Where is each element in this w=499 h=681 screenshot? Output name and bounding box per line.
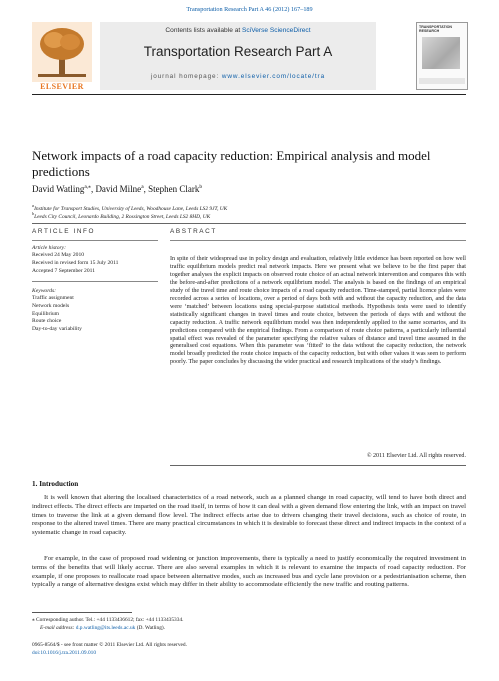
email-link[interactable]: d.p.watling@its.leeds.ac.uk [75, 625, 136, 631]
issn-line: 0965-8564/$ - see front matter © 2011 Elsevier Ltd. All rights reserved. [32, 642, 187, 648]
author-affil-marker[interactable]: a,⁎ [84, 184, 91, 190]
article-title: Network impacts of a road capacity reduction: Empirical analysis and model predictions [32, 148, 431, 179]
email-suffix: (D. Watling). [135, 625, 166, 631]
history-entry: Accepted 7 September 2011 [32, 267, 96, 274]
affiliation-marker: a [32, 203, 35, 208]
abstract-bottom-rule [170, 465, 466, 466]
contents-line [100, 27, 376, 34]
history-entry: Received in revised form 15 July 2011 [32, 259, 119, 266]
abstract-rule [170, 240, 466, 241]
cover-footer-band [419, 78, 465, 84]
keyword: Day-to-day variability [32, 326, 82, 333]
affiliation [32, 211, 210, 220]
running-header: Transportation Research Part A 46 (2012) 167–189 [186, 6, 313, 13]
copyright-notice: © 2011 Elsevier Ltd. All rights reserved. [366, 453, 466, 459]
article-history-label: Article history: [32, 245, 67, 251]
footnote-rule [32, 612, 132, 613]
header-rule [32, 94, 466, 95]
author-affil-marker[interactable]: b [199, 184, 203, 190]
body-paragraph: For example, in the case of proposed road widening or junction improvements, there is typically a need to justify economically the required investment in terms of the benefits that will likely accrue. There are also several examples in which it is relevant to examine the impacts of road capacity reduction. For example, if one proposes to reallocate road space between alternative modes, such as increased bus and cycle lane provision or a pedestrianisation scheme, then typically a range of alternative designs exist which may differ in their ability to accommodate efficiently the new traffic and routing patterns. [32, 555, 466, 589]
affiliation-text: Leeds City Council, Leonardo Building, 2 Rossington Street, Leeds LS2 8HD, UK [34, 213, 211, 220]
section-rule [32, 223, 466, 224]
keyword: Traffic assignment [32, 295, 74, 301]
journal-name: Transportation Research Part A [143, 44, 333, 59]
author-name: David Milne [95, 184, 142, 194]
body-paragraph: It is well known that altering the localised characteristics of a road network, such as a planned change in road capacity, will tend to have both direct and indirect effects. The direct effects are imparted on the road itself, in terms of how it can deal with a given demand flow entering the link, with an impact on travel times to traverse the link at a given demand flow level. The indirect effects arise due to drivers changing their travel decisions, such as choice of route, in response to the altered travel times. There are many practical circumstances in which it is desirable to forecast these direct and indirect impacts in the context of a systematic change in road capacity. [32, 494, 466, 536]
cover-title: TRANSPORTATION RESEARCH [419, 25, 453, 34]
keyword: Equilibrium [32, 310, 60, 317]
author-affil-marker[interactable]: a [141, 184, 144, 190]
keywords-list [32, 295, 158, 334]
history-entry: Received 24 May 2010 [32, 252, 85, 258]
publisher-name: ELSEVIER [40, 82, 84, 91]
elsevier-tree-logo [32, 22, 92, 90]
contents-prefix: Contents lists available at [165, 27, 243, 34]
sciencedirect-link[interactable]: SciVerse ScienceDirect [242, 27, 311, 34]
article-info-heading: ARTICLE INFO [32, 228, 96, 235]
doi-link[interactable]: doi:10.1016/j.tra.2011.09.010 [32, 650, 97, 656]
abstract-text: In spite of their widespread use in policy design and evaluation, relatively little evidence has been reported on how well traffic equilibrium models predict real network impacts. Here we present what we believe to be the first paper that together analyses the explicit impacts on observed route choice of an actual network intervention and compares this with the before-and-after predictions of a network equilibrium model. The analysis is based on the findings of an empirical study of the travel time and route choice impacts of a road capacity reduction. Time-stamped, partial licence plates were recorded across a series of locations, over a period of days both with and without the capacity reduction, and the data were ‘matched’ between locations using special-purpose statistical methods. Hypothesis tests were used to identify statistically significant changes in travel times and route choice, between the periods of days with and without the capacity reduction. A traffic network equilibrium model was then independently applied to the same scenarios, and its predictions compared with the empirical findings. From a comparison of route choice patterns, a particularly influential spatial effect was revealed of the parameter specifying the relative values of distance and travel time assumed in the generalised cost equations. When this parameter was ‘fitted’ to the data without the capacity reduction, the network model broadly predicted the route choice impacts of the capacity reduction, but with other values it was seen to perform poorly. The paper concludes by discussing the wider practical and research implications of the study’s findings. [170, 256, 466, 366]
doi-line [32, 650, 96, 656]
abstract-heading: ABSTRACT [170, 228, 217, 235]
keywords-label: Keywords: [32, 288, 57, 294]
article-history [32, 252, 158, 275]
homepage-link[interactable]: www.elsevier.com/locate/tra [221, 73, 326, 80]
author-list: David Watling$^{a,⁎}$, David Milne$^a$, Stephen Clark$^b$ [32, 184, 203, 194]
homepage-prefix: journal homepage: [150, 73, 222, 80]
introduction-heading: 1. Introduction [32, 480, 79, 488]
affiliation-text: Institute for Transport Studies, University of Leeds, Woodhouse Lane, Leeds LS2 9JT, UK [34, 205, 228, 212]
affiliation-marker: b [32, 211, 35, 216]
article-info-rule [32, 240, 158, 241]
email-label: E-mail address: [40, 625, 75, 631]
keyword: Network models [32, 302, 70, 309]
journal-homepage [100, 73, 376, 80]
keywords-rule [32, 281, 158, 282]
corresponding-author-note: ⁎ Corresponding author. Tel.: +44 1133436612; fax: +44 1133435334. [32, 617, 184, 623]
author-name: Stephen Clark [148, 184, 200, 194]
email-note [40, 625, 165, 631]
author-name: David Watling [32, 184, 85, 194]
cover-image [422, 37, 460, 69]
keyword: Route choice [32, 318, 62, 325]
